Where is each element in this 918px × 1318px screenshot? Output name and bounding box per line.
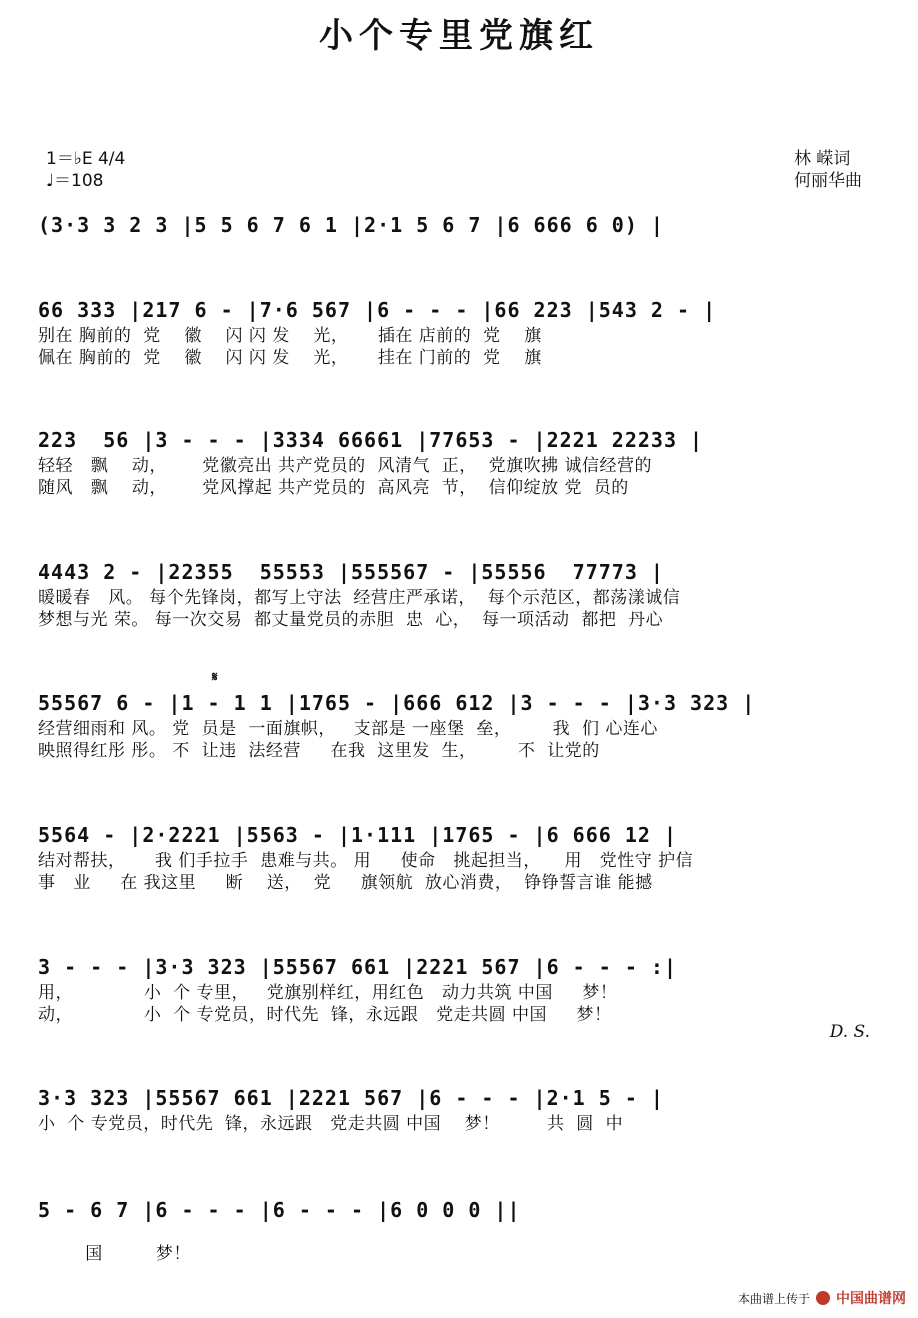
music-system-1: [38, 210, 878, 240]
site-name: 中国曲谱网: [836, 1291, 906, 1307]
composer-credit: 何丽华曲: [794, 171, 862, 191]
upload-footer: [738, 1288, 906, 1308]
song-title: 小个专里党旗红: [319, 16, 599, 56]
notation-line: 5564 - |2·2221 |5563 - |1·111 |1765 - |6 666 12 |: [38, 823, 678, 847]
notation-line: 3·3 323 |55567 661 |2221 567 |6 - - - |2·1 5 - |: [38, 1086, 664, 1110]
lyric-verse-2: 随风 飘 动， 党风撑起 共产党员的 高风亮 节， 信仰绽放 党 员的: [38, 478, 629, 498]
notation-line: 4443 2 - |22355 55553 |555567 - |55556 77773 |: [38, 560, 664, 584]
lyric-verse-1: 用， 小 个 专里， 党旗别样红，用红色 动力共筑 中国 梦！: [38, 983, 618, 1003]
lyric-verse-1: 别在 胸前的 党 徽 闪 闪 发 光， 插在 店前的 党 旗: [38, 326, 542, 346]
music-system-2: [38, 295, 878, 369]
segno-sign: 𝄋: [212, 670, 218, 685]
lyric-verse-1: 结对帮扶， 我 们手拉手 患难与共。 用 使命 挑起担当， 用 党性守 护信: [38, 851, 694, 871]
notation-line: 66 333 |217 6 - |7·6 567 |6 - - - |66 223 |543 2 - |: [38, 298, 717, 322]
lyric-verse-2: 事 业 在 我这里 断 送， 党 旗领航 放心消费， 铮铮誓言谁 能撼: [38, 873, 653, 893]
key-signature: 1＝♭E 4/4: [46, 149, 126, 169]
lyricist-credit: 林 嵘词: [794, 149, 851, 169]
notation-line: (3·3 3 2 3 |5 5 6 7 6 1 |2·1 5 6 7 |6 666 6 0) |: [38, 213, 664, 237]
music-system-4: [38, 557, 878, 631]
tempo-marking: ♩＝108: [46, 171, 104, 191]
key-tempo-block: [46, 148, 125, 192]
lyric-verse-1: 小 个 专党员，时代先 锋，永远跟 党走共圆 中国 梦！ 共 圆 中: [38, 1114, 624, 1134]
lyric-verse-1: 经营细雨和 风。 党 员是 一面旗帜， 支部是 一座堡 垒， 我 们 心连心: [38, 719, 658, 739]
lyric-verse-2: 动， 小 个 专党员，时代先 锋，永远跟 党走共圆 中国 梦！: [38, 1005, 612, 1025]
music-system-9: [38, 1195, 878, 1265]
notation-line: 223 56 |3 - - - |3334 66661 |77653 - |2221 22233 |: [38, 428, 704, 452]
notation-line: 5 - 6 7 |6 - - - |6 - - - |6 0 0 0 ||: [38, 1198, 521, 1222]
music-system-8: [38, 1083, 878, 1135]
music-system-3: [38, 425, 878, 499]
site-logo-icon: [816, 1291, 830, 1305]
lyric-verse-1: 暖暖春 风。 每个先锋岗，都写上守法 经营庄严承诺， 每个示范区，都荡漾诚信: [38, 588, 681, 608]
music-system-7: [38, 952, 878, 1026]
lyric-verse-2: 映照得红彤 彤。 不 让违 法经营 在我 这里发 生， 不 让党的: [38, 741, 600, 761]
notation-line: 3 - - - |3·3 323 |55567 661 |2221 567 |6 - - - :|: [38, 955, 678, 979]
credits-block: [794, 148, 862, 192]
lyric-verse-1: 国 梦！: [38, 1244, 191, 1264]
lyric-verse-1: 轻轻 飘 动， 党徽亮出 共产党员的 风清气 正， 党旗吹拂 诚信经营的: [38, 456, 652, 476]
music-system-5: [38, 688, 878, 762]
lyric-verse-2: 梦想与光 荣。 每一次交易 都丈量党员的赤胆 忠 心， 每一项活动 都把 丹心: [38, 610, 664, 630]
dal-segno-mark: D. S.: [829, 1022, 870, 1042]
notation-line: 55567 6 - |1 - 1 1 |1765 - |666 612 |3 - - - |3·3 323 |: [38, 691, 756, 715]
music-system-6: [38, 820, 878, 894]
lyric-verse-2: 佩在 胸前的 党 徽 闪 闪 发 光， 挂在 门前的 党 旗: [38, 348, 542, 368]
footer-text: 本曲谱上传于: [737, 1291, 810, 1306]
